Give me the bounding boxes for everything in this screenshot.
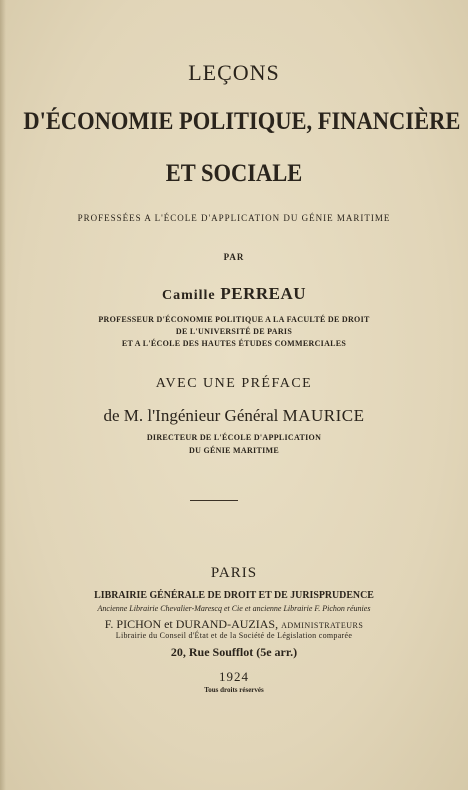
- publisher-former: Ancienne Librairie Chevalier-Marescq et Cie et ancienne Librairie F. Pichon réunies: [97, 604, 371, 613]
- publisher-city: PARIS: [210, 565, 258, 581]
- preface-heading: AVEC UNE PRÉFACE: [155, 376, 313, 391]
- divider-rule: [190, 500, 238, 501]
- subtitle: PROFESSÉES A L'ÉCOLE D'APPLICATION DU GÉNIE MARITIME: [77, 213, 391, 223]
- preface-author-role: DIRECTEUR DE L'ÉCOLE D'APPLICATION: [146, 433, 322, 442]
- author-first-name: Camille: [161, 288, 216, 303]
- title-line-2: D'ÉCONOMIE POLITIQUE, FINANCIÈRE: [23, 108, 461, 135]
- rights-notice: Tous droits réservés: [204, 686, 264, 694]
- author-last-name: PERREAU: [220, 284, 307, 303]
- title-line-1: LEÇONS: [188, 60, 280, 85]
- author-name: [0, 284, 468, 304]
- publisher-admins-role: ADMINISTRATEURS: [281, 621, 364, 630]
- par-label: PAR: [223, 252, 245, 262]
- publisher-admins: [0, 617, 468, 632]
- preface-author-name: MAURICE: [282, 406, 365, 425]
- publication-year: 1924: [219, 669, 249, 684]
- preface-author-prefix: de M. l'Ingénieur Général: [103, 406, 279, 425]
- author-credential: PROFESSEUR D'ÉCONOMIE POLITIQUE A LA FACULTÉ DE DROIT: [98, 315, 370, 324]
- preface-author: [0, 406, 468, 426]
- publisher-official: Librairie du Conseil d'État et de la Société de Législation comparée: [115, 631, 353, 640]
- author-credential: ET A L'ÉCOLE DES HAUTES ÉTUDES COMMERCIALES: [121, 339, 347, 348]
- publisher-name: LIBRAIRIE GÉNÉRALE DE DROIT ET DE JURISPRUDENCE: [94, 589, 374, 601]
- author-credential: DE L'UNIVERSITÉ DE PARIS: [175, 327, 293, 336]
- preface-author-role: DU GÉNIE MARITIME: [189, 446, 279, 455]
- publisher-admins-names: F. PICHON et DURAND-AUZIAS,: [104, 617, 279, 631]
- title-line-3: ET SOCIALE: [165, 160, 303, 187]
- publisher-address: 20, Rue Soufflot (5e arr.): [170, 645, 298, 659]
